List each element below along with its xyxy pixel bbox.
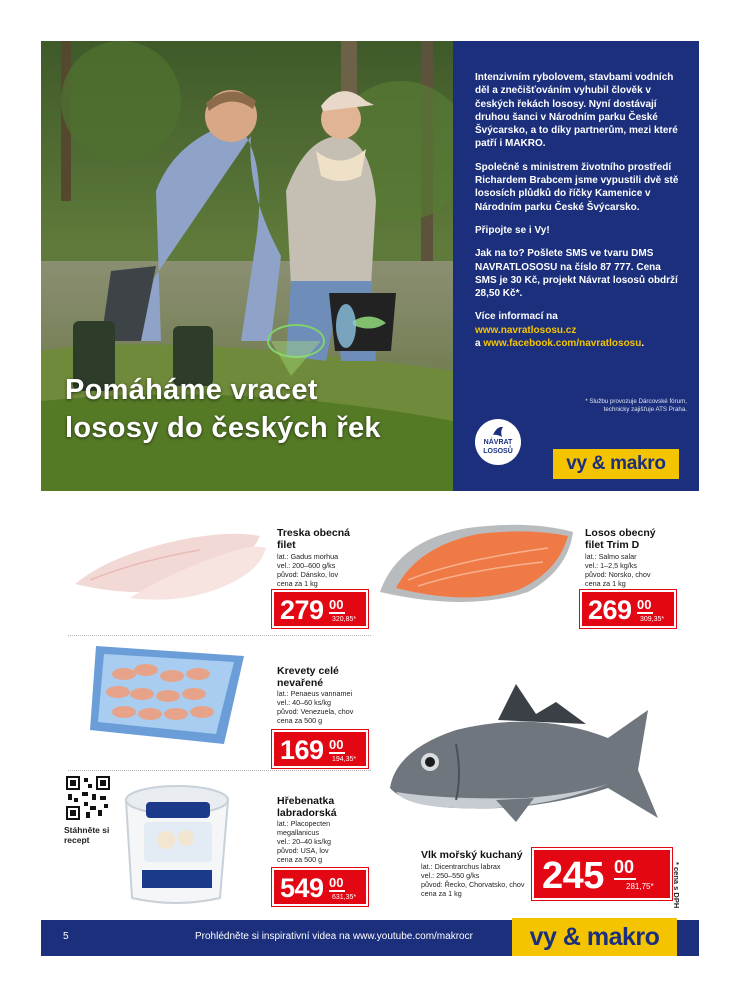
hero-paragraph-1: Intenzivním rybolovem, stavbami vodních děl a znečišťováním vyhubil člověk v českých řekách lososy. Nyní dostávají druhou šanci v Národním parku České Švýcarsko, a to díky partnerům, mezi které patří i MAKRO. bbox=[475, 72, 678, 150]
price-integer: 169 bbox=[280, 735, 324, 765]
price-tag-salmon bbox=[580, 590, 676, 628]
product-desc-line: megallanicus bbox=[277, 828, 319, 837]
price-decimal: 00 bbox=[614, 857, 635, 877]
product-desc-line: původ: Dánsko, lov bbox=[277, 570, 339, 579]
page-number: 5 bbox=[63, 931, 69, 942]
price-integer: 269 bbox=[588, 595, 632, 625]
link-joiner: a bbox=[475, 338, 481, 350]
section-divider bbox=[68, 770, 371, 771]
product-desc-line: lat.: Penaeus vannamei bbox=[277, 689, 353, 698]
hero-title-line1: Pomáháme vracet bbox=[65, 374, 318, 406]
qr-label bbox=[64, 825, 109, 845]
product-desc-shrimp bbox=[277, 689, 353, 725]
price-decimal-underline bbox=[614, 878, 636, 880]
price-integer: 549 bbox=[280, 873, 324, 903]
salmon-fillet-image bbox=[378, 520, 578, 610]
product-title-line: filet bbox=[277, 539, 296, 551]
product-title-line: nevařené bbox=[277, 677, 324, 689]
price-tag-sea-bass bbox=[532, 848, 672, 900]
product-title-scallop bbox=[277, 795, 337, 819]
price-decimal-underline bbox=[329, 612, 345, 614]
price-integer: 279 bbox=[280, 595, 324, 625]
product-desc-line: cena za 1 kg bbox=[421, 889, 462, 898]
navrat-lososu-logo bbox=[475, 419, 521, 465]
price-decimal-underline bbox=[329, 890, 345, 892]
hero-title-line2: lososy do českých řek bbox=[65, 412, 381, 444]
price-tag-shrimp bbox=[272, 730, 368, 768]
qr-label-line: Stáhněte si bbox=[64, 825, 110, 835]
product-desc-line: cena za 500 g bbox=[277, 716, 323, 725]
price-decimal: 00 bbox=[329, 597, 344, 612]
footer-bar bbox=[41, 920, 699, 956]
product-title-cod bbox=[277, 527, 350, 551]
price-decimal-underline bbox=[329, 752, 345, 754]
product-desc-line: vel.: 250–550 g/ks bbox=[421, 871, 480, 880]
product-desc-line: vel.: 200–600 g/ks bbox=[277, 561, 336, 570]
footer-youtube-text[interactable]: Prohlédněte si inspirativní videa na www.youtube.com/makrocr bbox=[195, 931, 473, 942]
price-decimal: 00 bbox=[637, 597, 652, 612]
shrimp-tray-image bbox=[84, 634, 252, 752]
product-title-line: Hřebenatka bbox=[277, 795, 335, 807]
sea-bass-image bbox=[386, 680, 664, 830]
link-facebook[interactable]: www.facebook.com/navratlososu bbox=[483, 338, 642, 350]
price-incl-vat: 320,85* bbox=[332, 616, 357, 623]
sms-footnote: * Službu provozuje Dárcovské fórum, technicky zajišťuje ATS Praha. bbox=[585, 398, 687, 413]
price-integer: 245 bbox=[542, 855, 604, 897]
product-desc-line: cena za 500 g bbox=[277, 855, 323, 864]
product-title-line: Krevety celé bbox=[277, 665, 339, 677]
product-desc-line: vel.: 1–2,5 kg/ks bbox=[585, 561, 637, 570]
hero-paragraph-2: Společně s ministrem životního prostředí Richardem Brabcem jsme vypustili dvě stě lososích plůdků do říčky Kamenice v Národním parku České Švýcarsko. bbox=[475, 161, 679, 213]
hero-photo bbox=[41, 41, 453, 491]
price-decimal-underline bbox=[637, 612, 653, 614]
price-incl-vat: 281,75* bbox=[626, 882, 654, 891]
hero-paragraph-4: Jak na to? Pošlete SMS ve tvaru DMS NAVRATLOSOSU na číslo 87 777. Cena SMS je 30 Kč, projekt Návrat lososů obdrží 28,50 Kč*. bbox=[475, 248, 678, 300]
product-desc-line: lat.: Placopecten bbox=[277, 819, 331, 828]
product-desc-line: cena za 1 kg bbox=[585, 579, 626, 588]
product-desc-line: původ: USA, lov bbox=[277, 846, 329, 855]
product-title-line: labradorská bbox=[277, 807, 337, 819]
product-desc-line: vel.: 40–60 ks/kg bbox=[277, 698, 331, 707]
product-desc-sea-bass bbox=[421, 862, 524, 898]
qr-label-line: recept bbox=[64, 835, 90, 845]
link-end: . bbox=[641, 338, 645, 350]
product-desc-line: původ: Venezuela, chov bbox=[277, 707, 354, 716]
hero-paragraph-3: Připojte se i Vy! bbox=[475, 224, 550, 236]
price-tag-cod bbox=[272, 590, 368, 628]
product-title-shrimp bbox=[277, 665, 339, 689]
product-desc-line: původ: Řecko, Chorvatsko, chov bbox=[421, 880, 525, 889]
more-info-label: Více informací na bbox=[475, 311, 558, 323]
product-title-salmon bbox=[585, 527, 656, 551]
vat-note: * cena s DPH bbox=[672, 862, 681, 909]
hero-banner bbox=[41, 41, 699, 491]
product-title-line: Losos obecný bbox=[585, 527, 656, 539]
product-title-line: filet Trim D bbox=[585, 539, 640, 551]
product-desc-cod bbox=[277, 552, 338, 588]
salmon-icon bbox=[491, 425, 505, 439]
cod-fillet-image bbox=[70, 520, 270, 604]
badge-line2: LOSOSŮ bbox=[483, 448, 513, 455]
qr-code[interactable] bbox=[64, 774, 112, 822]
product-desc-line: cena za 1 kg bbox=[277, 579, 318, 588]
product-title-line: Treska obecná bbox=[277, 527, 350, 539]
product-title-sea-bass bbox=[421, 849, 523, 861]
price-incl-vat: 631,35* bbox=[332, 894, 357, 901]
product-desc-salmon bbox=[585, 552, 651, 588]
product-desc-line: lat.: Salmo salar bbox=[585, 552, 637, 561]
hero-info-panel bbox=[453, 41, 699, 491]
link-navratlososu[interactable]: www.navratlososu.cz bbox=[475, 324, 577, 336]
vy-makro-logo: vy & makro bbox=[553, 449, 679, 479]
product-desc-line: vel.: 20–40 ks/kg bbox=[277, 837, 331, 846]
product-desc-line: lat.: Gadus morhua bbox=[277, 552, 339, 561]
product-desc-line: lat.: Dicentrarchus labrax bbox=[421, 862, 501, 871]
price-incl-vat: 194,35* bbox=[332, 756, 357, 763]
hero-title bbox=[65, 371, 381, 447]
product-title-line: Vlk mořský kuchaný bbox=[421, 849, 523, 861]
scallop-container-image bbox=[116, 778, 238, 908]
price-tag-scallop bbox=[272, 868, 368, 906]
footer-vy-makro-logo: vy & makro bbox=[512, 918, 677, 956]
badge-line1: NÁVRAT bbox=[483, 439, 513, 446]
product-desc-line: původ: Norsko, chov bbox=[585, 570, 651, 579]
price-decimal: 00 bbox=[329, 875, 344, 890]
price-decimal: 00 bbox=[329, 737, 344, 752]
hero-more-info bbox=[475, 310, 685, 350]
price-incl-vat: 309,35* bbox=[640, 616, 665, 623]
product-desc-scallop bbox=[277, 819, 331, 864]
